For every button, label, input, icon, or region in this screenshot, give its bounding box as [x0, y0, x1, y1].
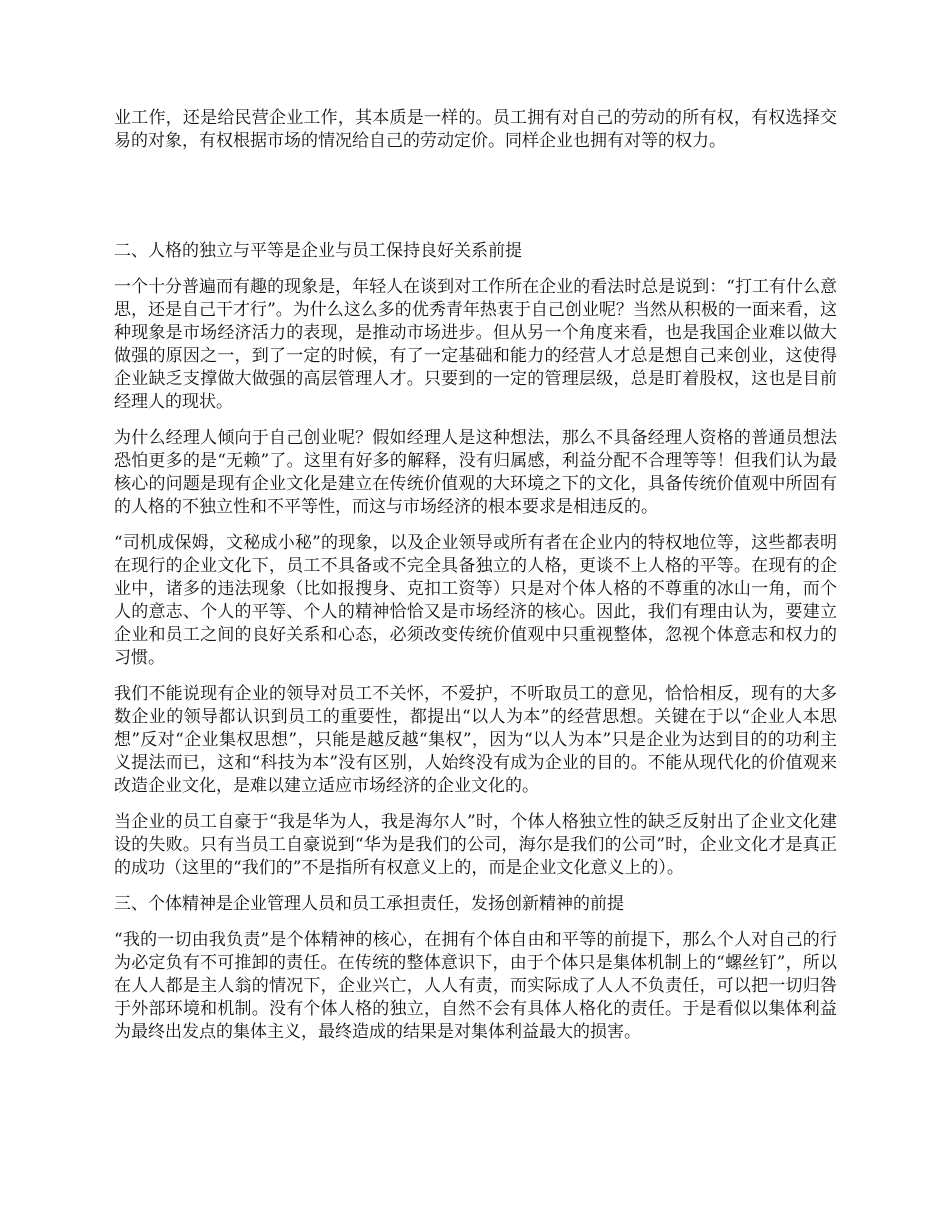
paragraph: 为什么经理人倾向于自己创业呢？假如经理人是这种想法，那么不具备经理人资格的普通员想法恐怕更多的是“无赖”了。这里有好多的解释，没有归属感，利益分配不合理等等！但我们认为最核心的问题是现有企业文化是建立在传统价值观的大环境之下的文化，具备传统价值观中所固有的人格的不独立性和不平等性，而这与市场经济的根本要求是相违反的。	[114, 428, 837, 517]
paragraph: 一个十分普遍而有趣的现象是，年轻人在谈到对工作所在企业的看法时总是说到：“打工有什么意思，还是自己干才行”。为什么这么多的优秀青年热衷于自己创业呢？当然从积极的一面来看，这种现象是市场经济活力的表现，是推动市场进步。但从另一个角度来看，也是我国企业难以做大做强的原因之一，到了一定的时候，有了一定基础和能力的经营人才总是想自己来创业，这使得企业缺乏支撑做大做强的高层管理人才。只要到的一定的管理层级，总是盯着股权，这也是目前经理人的现状。	[114, 277, 837, 412]
paragraph: 当企业的员工自豪于“我是华为人，我是海尔人”时，个体人格独立性的缺乏反射出了企业文化建设的失败。只有当员工自豪说到“华为是我们的公司，海尔是我们的公司”时，企业文化才是真正的成功（这里的“我们的”不是指所有权意义上的，而是企业文化意义上的）。	[114, 812, 837, 878]
paragraph: “司机成保姆，文秘成小秘”的现象，以及企业领导或所有者在企业内的特权地位等，这些都表明在现行的企业文化下，员工不具备或不完全具备独立的人格，更谈不上人格的平等。在现有的企业中，诸多的违法现象（比如报搜身、克扣工资等）只是对个体人格的不尊重的冰山一角，而个人的意志、个人的平等、个人的精神恰恰又是市场经济的核心。因此，我们有理由认为，要建立企业和员工之间的良好关系和心态，必须改变传统价值观中只重视整体，忽视个体意志和权力的习惯。	[114, 533, 837, 668]
section-heading-2: 二、人格的独立与平等是企业与员工保持良好关系前提	[114, 241, 522, 261]
paragraph: 我们不能说现有企业的领导对员工不关怀，不爱护，不听取员工的意见，恰恰相反，现有的大多数企业的领导都认识到员工的重要性，都提出“以人为本”的经营思想。关键在于以“企业人本思想”反对“企业集权思想”，只能是越反越“集权”，因为“以人为本”只是企业为达到目的的功利主义提法而已，这和“科技为本”没有区别，人始终没有成为企业的目的。不能从现代化的价值观来改造企业文化，是难以建立适应市场经济的企业文化的。	[114, 684, 837, 796]
paragraph: “我的一切由我负责”是个体精神的核心，在拥有个体自由和平等的前提下，那么个人对自己的行为必定负有不可推卸的责任。在传统的整体意识下，由于个体只是集体机制上的“螺丝钉”，所以在人人都是主人翁的情况下，企业兴亡，人人有责，而实际成了人人不负责任，可以把一切归咎于外部环境和机制。没有个体人格的独立，自然不会有具体人格化的责任。于是看似以集体利益为最终出发点的集体主义，最终造成的结果是对集体利益最大的损害。	[114, 930, 837, 1042]
section-heading-3: 三、个体精神是企业管理人员和员工承担责任，发扬创新精神的前提	[114, 894, 624, 914]
paragraph-continued: 业工作，还是给民营企业工作，其本质是一样的。员工拥有对自己的劳动的所有权，有权选择交易的对象，有权根据市场的情况给自己的劳动定价。同样企业也拥有对等的权力。	[114, 108, 837, 151]
